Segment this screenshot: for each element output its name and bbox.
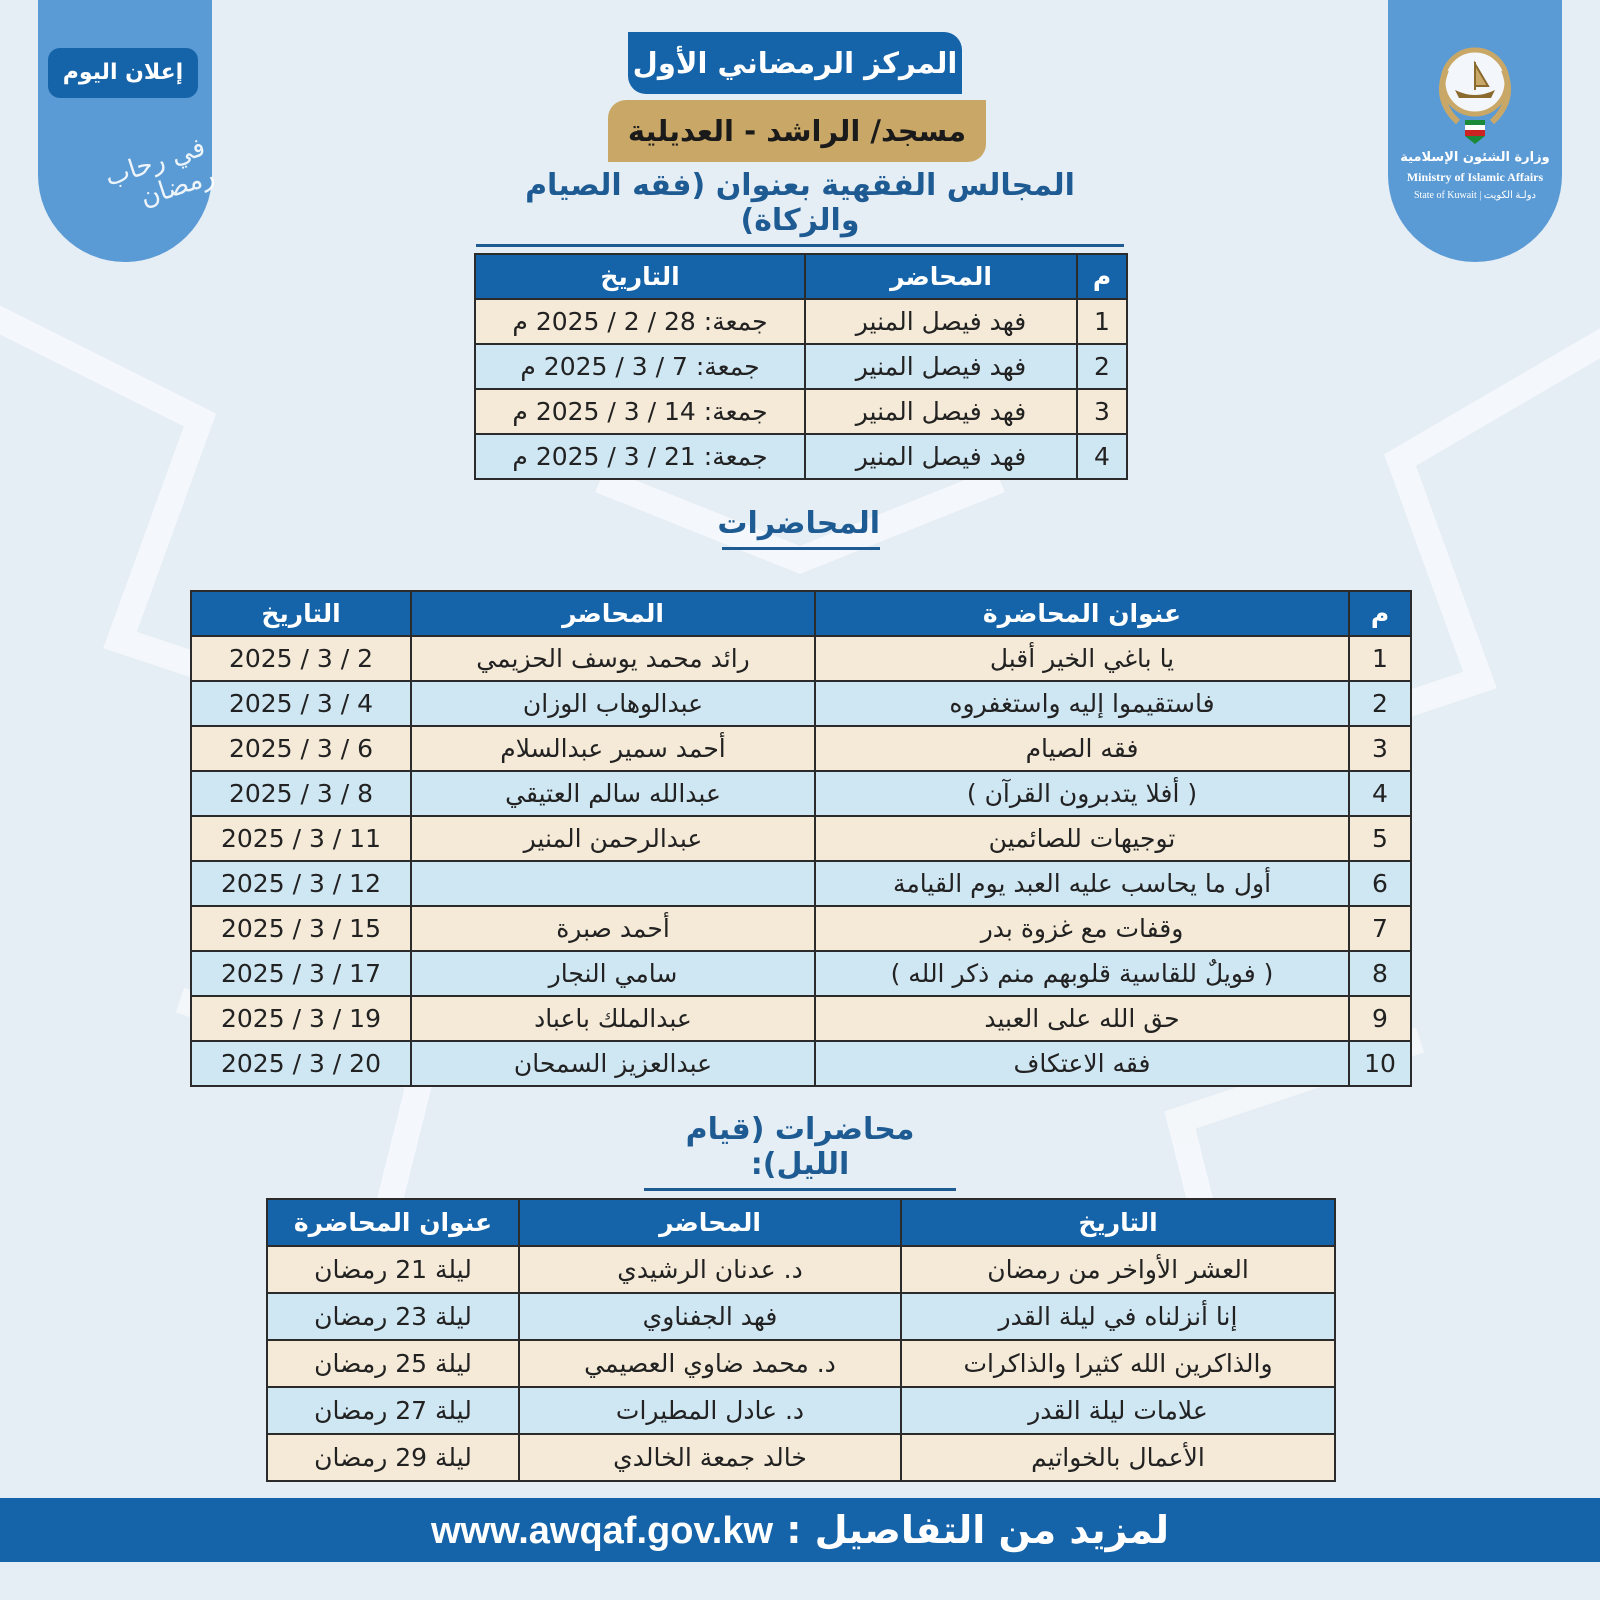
table-row bbox=[267, 1340, 1335, 1387]
announcement-label: إعلان اليوم bbox=[48, 48, 198, 98]
ministry-name-en: Ministry of Islamic Affairs bbox=[1406, 170, 1544, 184]
cell-title: فقه الصيام bbox=[815, 726, 1349, 771]
header-date: التاريخ bbox=[475, 254, 805, 299]
cell-title: توجيهات للصائمين bbox=[815, 816, 1349, 861]
footer-bar bbox=[0, 1498, 1600, 1562]
cell-num: 6 bbox=[1349, 861, 1411, 906]
ramadan-badge bbox=[38, 0, 219, 262]
cell-topic: العشر الأواخر من رمضان bbox=[901, 1246, 1335, 1293]
table-row bbox=[267, 1434, 1335, 1481]
mosque-subtitle: مسجد/ الراشد - العديلية bbox=[608, 100, 986, 162]
section1-title: المجالس الفقهية بعنوان (فقه الصيام والزكاة) bbox=[476, 168, 1124, 247]
cell-lecturer: عبدالعزيز السمحان bbox=[411, 1041, 815, 1086]
cell-lecturer: فهد فيصل المنير bbox=[805, 389, 1077, 434]
cell-date: 2025 / 3 / 2 bbox=[191, 636, 411, 681]
cell-lecturer: فهد فيصل المنير bbox=[805, 299, 1077, 344]
cell-lecturer: عبدالملك باعباد bbox=[411, 996, 815, 1041]
cell-num: 2 bbox=[1349, 681, 1411, 726]
cell-lecturer: د. محمد ضاوي العصيمي bbox=[519, 1340, 901, 1387]
cell-date: جمعة: 7 / 3 / 2025 م bbox=[475, 344, 805, 389]
table-header-row bbox=[191, 591, 1411, 636]
cell-date: جمعة: 21 / 3 / 2025 م bbox=[475, 434, 805, 479]
kuwait-emblem-icon bbox=[1428, 40, 1522, 150]
footer-label: لمزيد من التفاصيل : bbox=[786, 1508, 1170, 1552]
cell-date: 2025 / 3 / 15 bbox=[191, 906, 411, 951]
state-line: State of Kuwait | دولـة الكويت bbox=[1413, 190, 1537, 201]
cell-night: ليلة 25 رمضان bbox=[267, 1340, 519, 1387]
website-link[interactable]: www.awqaf.gov.kw bbox=[430, 1510, 774, 1552]
cell-lecturer: فهد فيصل المنير bbox=[805, 434, 1077, 479]
cell-title: حق الله على العبيد bbox=[815, 996, 1349, 1041]
table-header-row bbox=[475, 254, 1127, 299]
header-num: م bbox=[1077, 254, 1127, 299]
table-row bbox=[191, 861, 1411, 906]
cell-date: 2025 / 3 / 12 bbox=[191, 861, 411, 906]
cell-date: 2025 / 3 / 6 bbox=[191, 726, 411, 771]
cell-num: 1 bbox=[1349, 636, 1411, 681]
cell-night: ليلة 21 رمضان bbox=[267, 1246, 519, 1293]
table-row bbox=[191, 636, 1411, 681]
center-name-title: المركز الرمضاني الأول bbox=[628, 32, 962, 94]
cell-title: ( أفلا يتدبرون القرآن ) bbox=[815, 771, 1349, 816]
cell-num: 9 bbox=[1349, 996, 1411, 1041]
fiqh-sessions-table bbox=[474, 253, 1128, 480]
cell-topic: الأعمال بالخواتيم bbox=[901, 1434, 1335, 1481]
table-row bbox=[475, 299, 1127, 344]
cell-lecturer: د. عدنان الرشيدي bbox=[519, 1246, 901, 1293]
cell-num: 4 bbox=[1077, 434, 1127, 479]
cell-date: جمعة: 28 / 2 / 2025 م bbox=[475, 299, 805, 344]
table-row bbox=[475, 344, 1127, 389]
table-row bbox=[475, 389, 1127, 434]
cell-num: 10 bbox=[1349, 1041, 1411, 1086]
state-en: State of Kuwait bbox=[1413, 190, 1477, 201]
table-row bbox=[191, 816, 1411, 861]
table-row bbox=[267, 1387, 1335, 1434]
state-ar: دولـة الكويت bbox=[1483, 190, 1537, 201]
header-lecturer: المحاضر bbox=[805, 254, 1077, 299]
night-prayer-table bbox=[266, 1198, 1336, 1482]
cell-lecturer: أحمد صبرة bbox=[411, 906, 815, 951]
cell-num: 2 bbox=[1077, 344, 1127, 389]
cell-title: فقه الاعتكاف bbox=[815, 1041, 1349, 1086]
section2-title: المحاضرات bbox=[722, 506, 880, 550]
cell-lecturer: عبدالله سالم العتيقي bbox=[411, 771, 815, 816]
ministry-name-ar: وزارة الشئون الإسلامية bbox=[1400, 150, 1550, 165]
header-num: م bbox=[1349, 591, 1411, 636]
cell-title: ( فويلٌ للقاسية قلوبهم منم ذكر الله ) bbox=[815, 951, 1349, 996]
cell-num: 7 bbox=[1349, 906, 1411, 951]
cell-num: 5 bbox=[1349, 816, 1411, 861]
cell-night: ليلة 27 رمضان bbox=[267, 1387, 519, 1434]
cell-lecturer: د. عادل المطيرات bbox=[519, 1387, 901, 1434]
cell-title: وقفات مع غزوة بدر bbox=[815, 906, 1349, 951]
ramadan-logo-text: في رحاب رمضان bbox=[101, 132, 219, 213]
header-col1: التاريخ bbox=[901, 1199, 1335, 1246]
cell-lecturer: سامي النجار bbox=[411, 951, 815, 996]
cell-lecturer: رائد محمد يوسف الحزيمي bbox=[411, 636, 815, 681]
cell-date: 2025 / 3 / 19 bbox=[191, 996, 411, 1041]
cell-date: 2025 / 3 / 20 bbox=[191, 1041, 411, 1086]
cell-lecturer: فهد فيصل المنير bbox=[805, 344, 1077, 389]
table-row bbox=[191, 771, 1411, 816]
cell-lecturer: عبدالرحمن المنير bbox=[411, 816, 815, 861]
cell-num: 4 bbox=[1349, 771, 1411, 816]
table-row bbox=[191, 996, 1411, 1041]
cell-title: يا باغي الخير أقبل bbox=[815, 636, 1349, 681]
table-row bbox=[191, 681, 1411, 726]
cell-title: فاستقيموا إليه واستغفروه bbox=[815, 681, 1349, 726]
ministry-badge bbox=[1388, 0, 1562, 262]
cell-night: ليلة 29 رمضان bbox=[267, 1434, 519, 1481]
table-row bbox=[267, 1293, 1335, 1340]
table-row bbox=[267, 1246, 1335, 1293]
cell-date: 2025 / 3 / 4 bbox=[191, 681, 411, 726]
cell-date: 2025 / 3 / 17 bbox=[191, 951, 411, 996]
section3-title: محاضرات (قيام الليل): bbox=[644, 1112, 956, 1191]
cell-lecturer: عبدالوهاب الوزان bbox=[411, 681, 815, 726]
cell-lecturer bbox=[411, 861, 815, 906]
header-col2: المحاضر bbox=[519, 1199, 901, 1246]
cell-num: 3 bbox=[1349, 726, 1411, 771]
header-title: عنوان المحاضرة bbox=[815, 591, 1349, 636]
cell-topic: إنا أنزلناه في ليلة القدر bbox=[901, 1293, 1335, 1340]
cell-title: أول ما يحاسب عليه العبد يوم القيامة bbox=[815, 861, 1349, 906]
table-row bbox=[191, 726, 1411, 771]
table-header-row bbox=[267, 1199, 1335, 1246]
cell-lecturer: أحمد سمير عبدالسلام bbox=[411, 726, 815, 771]
cell-date: 2025 / 3 / 8 bbox=[191, 771, 411, 816]
cell-night: ليلة 23 رمضان bbox=[267, 1293, 519, 1340]
cell-date: جمعة: 14 / 3 / 2025 م bbox=[475, 389, 805, 434]
header-date: التاريخ bbox=[191, 591, 411, 636]
table-row bbox=[191, 951, 1411, 996]
cell-topic: علامات ليلة القدر bbox=[901, 1387, 1335, 1434]
lectures-table bbox=[190, 590, 1412, 1087]
cell-lecturer: خالد جمعة الخالدي bbox=[519, 1434, 901, 1481]
table-row bbox=[191, 1041, 1411, 1086]
cell-topic: والذاكرين الله كثيرا والذاكرات bbox=[901, 1340, 1335, 1387]
cell-num: 3 bbox=[1077, 389, 1127, 434]
header-col3: عنوان المحاضرة bbox=[267, 1199, 519, 1246]
header-lecturer: المحاضر bbox=[411, 591, 815, 636]
cell-date: 2025 / 3 / 11 bbox=[191, 816, 411, 861]
table-row bbox=[475, 434, 1127, 479]
cell-num: 1 bbox=[1077, 299, 1127, 344]
cell-lecturer: فهد الجفناوي bbox=[519, 1293, 901, 1340]
table-row bbox=[191, 906, 1411, 951]
cell-num: 8 bbox=[1349, 951, 1411, 996]
